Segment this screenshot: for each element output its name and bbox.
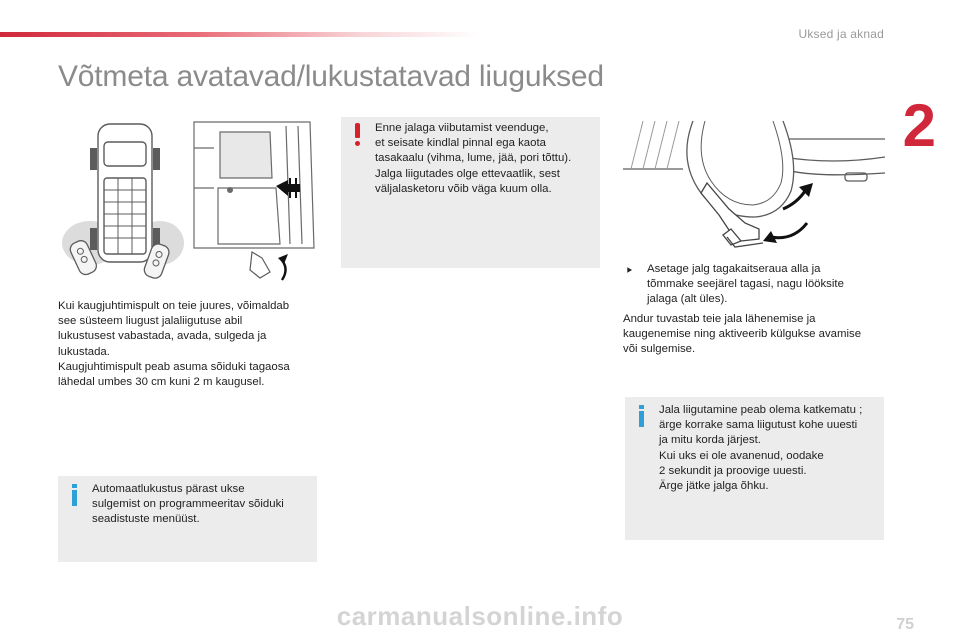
- step-text: Asetage jalg tagakaitseraua alla ja tõmmake seejärel tagasi, nagu lööksite jalaga (alt üles).: [647, 263, 844, 306]
- triangle-bullet-icon: ⯈: [625, 266, 633, 277]
- step-instruction: [623, 262, 885, 308]
- intro-paragraph: Kui kaugjuhtimispult on teie juures, võimaldab see süsteem liugust jalaliigutuse abil lukustusest vabastada, avada, sulgeda ja lukustada. Kaugjuhtimispult peab asuma sõiduki tagaosa lähedal umbes 30 cm kuni 2 m kaugusel.: [58, 300, 290, 389]
- info-box-foot-movement-text: Jala liigutamine peab olema katkematu ; ärge korrake sama liigutust kohe uuesti ja mitu korda järjest. Kui uks ei ole avanenud, oodake 2 sekundit ja proovige uuesti. Ärge jätke jalga õhku.: [659, 404, 863, 493]
- page-title: Võtmeta avatavad/lukustatavad liuguksed: [58, 60, 604, 93]
- sliding-door-illustration: [190, 118, 318, 288]
- info-box-auto-lock: [58, 476, 317, 562]
- foot-under-bumper-illustration: [623, 117, 885, 263]
- info-box-foot-movement: [625, 397, 884, 540]
- van-top-view-illustration: [60, 118, 185, 288]
- sensor-paragraph: Andur tuvastab teie jala lähenemise ja kaugenemise ning aktiveerib külgukse avamise või sulgemise.: [623, 313, 862, 356]
- watermark: carmanualsonline.info: [336, 601, 624, 631]
- warning-box: [341, 117, 600, 268]
- header-accent-bar: [0, 32, 480, 37]
- warning-box-text: Enne jalaga viibutamist veenduge, et seisate kindlal pinnal ega kaota tasakaalu (vihma, lume, jää, pori tõttu). Jalga liigutades olge ettevaatlik, sest väljalasketoru võib väga kuum olla.: [375, 122, 572, 195]
- section-title: Uksed ja aknad: [798, 27, 884, 41]
- chapter-number: 2: [902, 92, 936, 159]
- info-box-auto-lock-text: Automaatlukustus pärast ukse sulgemist on programmeeritav sõiduki seadistuste menüüst.: [92, 483, 284, 526]
- page-number: 75: [896, 616, 914, 633]
